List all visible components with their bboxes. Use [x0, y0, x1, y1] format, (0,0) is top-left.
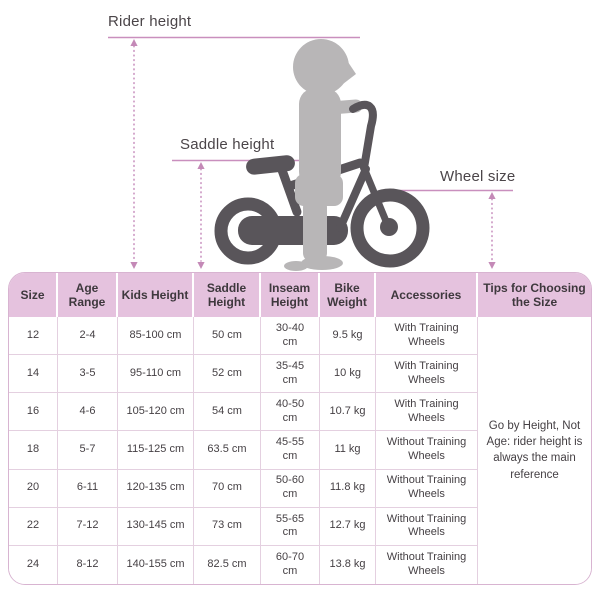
saddle-height-label: Saddle height — [180, 136, 275, 153]
kid-leg — [303, 198, 327, 262]
header-saddle-height: Saddle Height — [194, 273, 261, 317]
header-size: Size — [9, 273, 58, 317]
kid-and-bike-illustration — [0, 0, 600, 272]
cell-age-range: 6-11 — [58, 470, 118, 508]
front-hub-icon — [380, 218, 398, 236]
wheel-size-label: Wheel size — [440, 168, 516, 185]
cell-saddle-height: 52 cm — [194, 355, 261, 393]
cell-saddle-height: 50 cm — [194, 317, 261, 355]
cell-size: 14 — [9, 355, 58, 393]
bike-rear — [221, 154, 366, 258]
cell-size: 12 — [9, 317, 58, 355]
handlebar-icon — [353, 105, 373, 168]
header-kids-height: Kids Height — [118, 273, 194, 317]
cell-bike-weight: 10.7 kg — [320, 393, 376, 431]
saddle-arrow-up-icon — [197, 162, 204, 169]
header-tips: Tips for Choosing the Size — [478, 273, 591, 317]
cell-accessories: Without Training Wheels — [376, 508, 478, 546]
cell-saddle-height: 54 cm — [194, 393, 261, 431]
cell-inseam-height: 50-60 cm — [261, 470, 320, 508]
cell-age-range: 4-6 — [58, 393, 118, 431]
cell-inseam-height: 60-70 cm — [261, 546, 320, 584]
cell-bike-weight: 11.8 kg — [320, 470, 376, 508]
cell-accessories: Without Training Wheels — [376, 470, 478, 508]
kid-head-helmet — [293, 39, 349, 95]
rider-height-label: Rider height — [108, 13, 192, 30]
seat-post-icon — [282, 170, 297, 212]
cell-age-range: 2-4 — [58, 317, 118, 355]
cell-kids-height: 140-155 cm — [118, 546, 194, 584]
cell-size: 20 — [9, 470, 58, 508]
rider-arrow-down-icon — [130, 262, 137, 269]
cell-kids-height: 120-135 cm — [118, 470, 194, 508]
cell-bike-weight: 12.7 kg — [320, 508, 376, 546]
cell-inseam-height: 55-65 cm — [261, 508, 320, 546]
cell-age-range: 5-7 — [58, 431, 118, 469]
cell-kids-height: 95-110 cm — [118, 355, 194, 393]
cell-accessories: With Training Wheels — [376, 355, 478, 393]
wheel-arrow-down-icon — [488, 262, 495, 269]
cell-inseam-height: 40-50 cm — [261, 393, 320, 431]
cell-saddle-height: 82.5 cm — [194, 546, 261, 584]
cell-kids-height: 115-125 cm — [118, 431, 194, 469]
cell-saddle-height: 73 cm — [194, 508, 261, 546]
cell-age-range: 8-12 — [58, 546, 118, 584]
cell-kids-height: 130-145 cm — [118, 508, 194, 546]
cell-inseam-height: 35-45 cm — [261, 355, 320, 393]
cell-accessories: Without Training Wheels — [376, 546, 478, 584]
cell-size: 16 — [9, 393, 58, 431]
cell-inseam-height: 30-40 cm — [261, 317, 320, 355]
cell-size: 18 — [9, 431, 58, 469]
cell-bike-weight: 11 kg — [320, 431, 376, 469]
cell-bike-weight: 9.5 kg — [320, 317, 376, 355]
cell-bike-weight: 10 kg — [320, 355, 376, 393]
cell-accessories: With Training Wheels — [376, 393, 478, 431]
cell-saddle-height: 63.5 cm — [194, 431, 261, 469]
saddle-arrow-down-icon — [197, 262, 204, 269]
saddle-icon — [245, 154, 295, 175]
chain-guard-icon — [238, 216, 348, 245]
rider-arrow-up-icon — [130, 39, 137, 46]
kid-shoe — [301, 256, 343, 270]
cell-accessories: Without Training Wheels — [376, 431, 478, 469]
tips-cell: Go by Height, Not Age: rider height is always the main reference — [478, 317, 591, 584]
bike-size-table — [8, 272, 592, 585]
cell-accessories: With Training Wheels — [376, 317, 478, 355]
wheel-arrow-up-icon — [488, 192, 495, 199]
header-inseam-height: Inseam Height — [261, 273, 320, 317]
cell-bike-weight: 13.8 kg — [320, 546, 376, 584]
bike-size-diagram — [0, 0, 600, 272]
cell-saddle-height: 70 cm — [194, 470, 261, 508]
cell-size: 24 — [9, 546, 58, 584]
cell-kids-height: 85-100 cm — [118, 317, 194, 355]
header-accessories: Accessories — [376, 273, 478, 317]
header-bike-weight: Bike Weight — [320, 273, 376, 317]
cell-age-range: 3-5 — [58, 355, 118, 393]
cell-size: 22 — [9, 508, 58, 546]
cell-age-range: 7-12 — [58, 508, 118, 546]
cell-inseam-height: 45-55 cm — [261, 431, 320, 469]
cell-kids-height: 105-120 cm — [118, 393, 194, 431]
kid-face — [343, 56, 356, 84]
header-age-range: Age Range — [58, 273, 118, 317]
